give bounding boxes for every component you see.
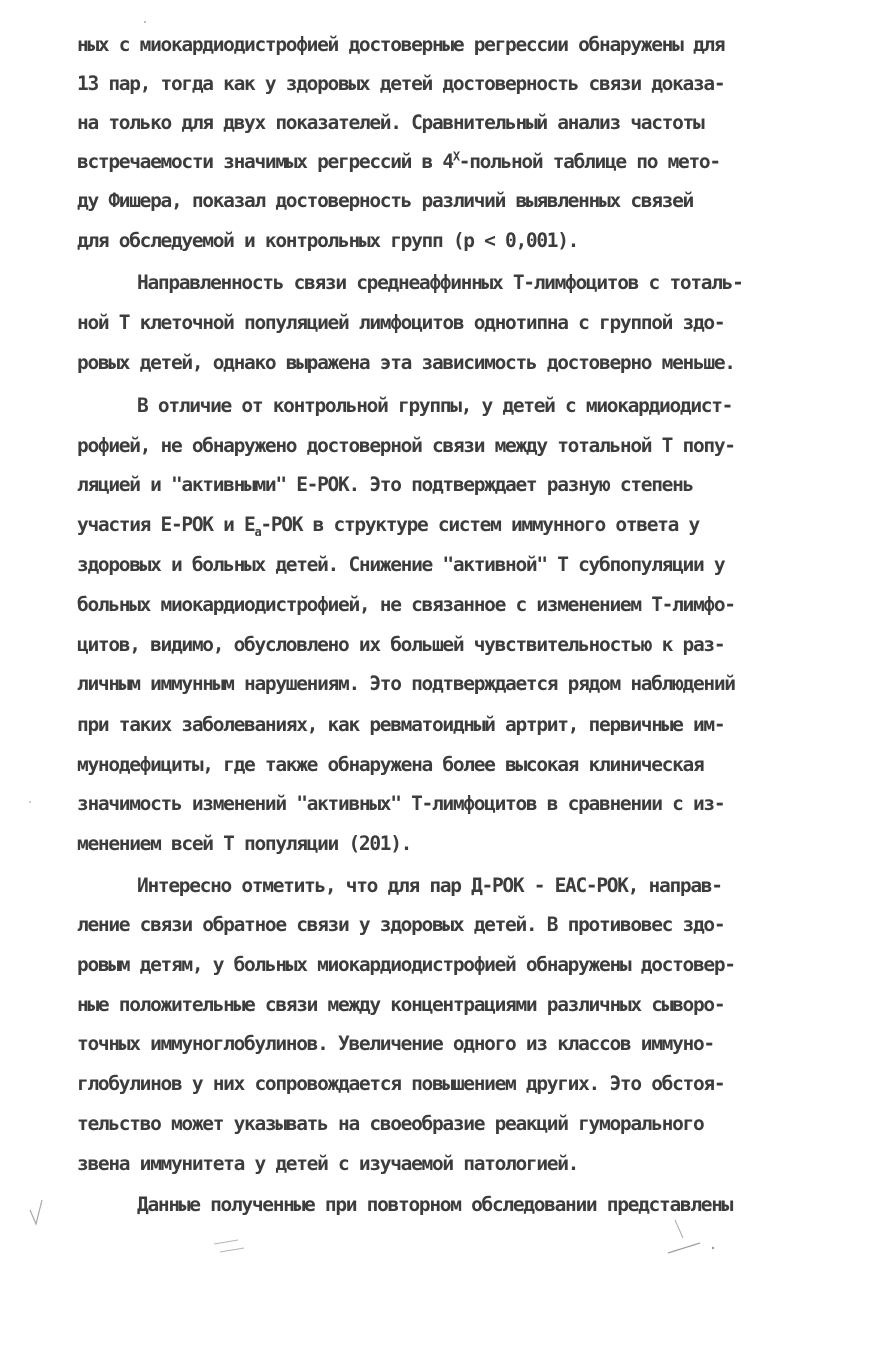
text-line: при таких заболеваниях, как ревматоидный артрит, первичные им- — [77, 713, 725, 736]
text-line: ных с миокардиодистрофией достоверные регрессии обнаружены для — [77, 33, 725, 56]
pencil-dot — [29, 801, 31, 803]
text-line: на только для двух показателей. Сравнительный анализ частоты — [77, 111, 704, 134]
pencil-stroke — [220, 1248, 244, 1252]
text-segment: -польной таблице по мето- — [458, 150, 720, 173]
pencil-stroke — [668, 1243, 700, 1253]
text-line: Данные полученные при повторном обследовании представлены — [137, 1193, 733, 1216]
text-line: тельство может указывать на своеобразие реакций гуморального — [77, 1112, 704, 1135]
superscript: X — [452, 149, 459, 164]
text-line: значимость изменений "активных" Т-лимфоцитов в сравнении с из- — [77, 792, 725, 815]
pencil-stroke — [214, 1240, 238, 1244]
text-line: Направленность связи среднеаффинных Т-лимфоцитов с тоталь- — [137, 271, 743, 294]
text-segment: участия Е-РОК и Е — [77, 513, 255, 536]
text-line: рофией, не обнаружено достоверной связи между тотальной Т попу- — [77, 434, 735, 457]
text-line: ной Т клеточной популяцией лимфоцитов однотипна с группой здо- — [77, 311, 725, 334]
text-line: для обследуемой и контрольных групп (p < 0,001). — [77, 229, 579, 252]
text-line: глобулинов у них сопровождается повышением других. Это обстоя- — [77, 1072, 725, 1095]
text-segment: -РОК в структуре систем иммунного ответа у — [260, 513, 699, 536]
text-line: ление связи обратное связи у здоровых детей. В противовес здо- — [77, 913, 725, 936]
text-line: цитов, видимо, обусловлено их большей чувствительностью к раз- — [77, 633, 725, 656]
text-line: Интересно отметить, что для пар Д-РОК - ЕАС-РОК, направ- — [137, 874, 722, 897]
text-line: В отличие от контрольной группы, у детей с миокардиодист- — [137, 394, 733, 417]
text-line: звена иммунитета у детей с изучаемой патологией. — [77, 1152, 579, 1175]
subscript: а — [254, 524, 261, 539]
text-line: ные положительные связи между концентрациями различных сыворо- — [77, 993, 725, 1016]
text-line: ровым детям, у больных миокардиодистрофией обнаружены достовер- — [77, 953, 735, 976]
pencil-dot — [712, 1247, 714, 1249]
pencil-stroke — [675, 1220, 683, 1238]
text-line: менением всей Т популяции (201). — [77, 832, 412, 855]
pencil-dot — [144, 21, 146, 23]
text-line: больных миокардиодистрофией, не связанное с изменением Т-лимфо- — [77, 593, 735, 616]
text-line: личным иммунным нарушениям. Это подтверждается рядом наблюдений — [77, 672, 735, 695]
pencil-check-mark — [30, 1200, 42, 1224]
text-line: 13 пар, тогда как у здоровых детей достоверность связи доказа- — [77, 72, 725, 95]
text-line: мунодефициты, где также обнаружена более высокая клиническая — [77, 753, 704, 776]
text-line: здоровых и больных детей. Снижение "активной" Т субпопуляции у — [77, 553, 725, 576]
text-line: точных иммуноглобулинов. Увеличение одного из классов иммуно- — [77, 1032, 714, 1055]
text-segment: встречаемости значимых регрессий в 4 — [77, 150, 453, 173]
text-line: ду Фишера, показал достоверность различий выявленных связей — [77, 189, 693, 212]
text-line: ляцией и "активными" Е-РОК. Это подтверждает разную степень — [77, 473, 693, 496]
text-line: ровых детей, однако выражена эта зависимость достоверно меньше. — [77, 351, 735, 374]
